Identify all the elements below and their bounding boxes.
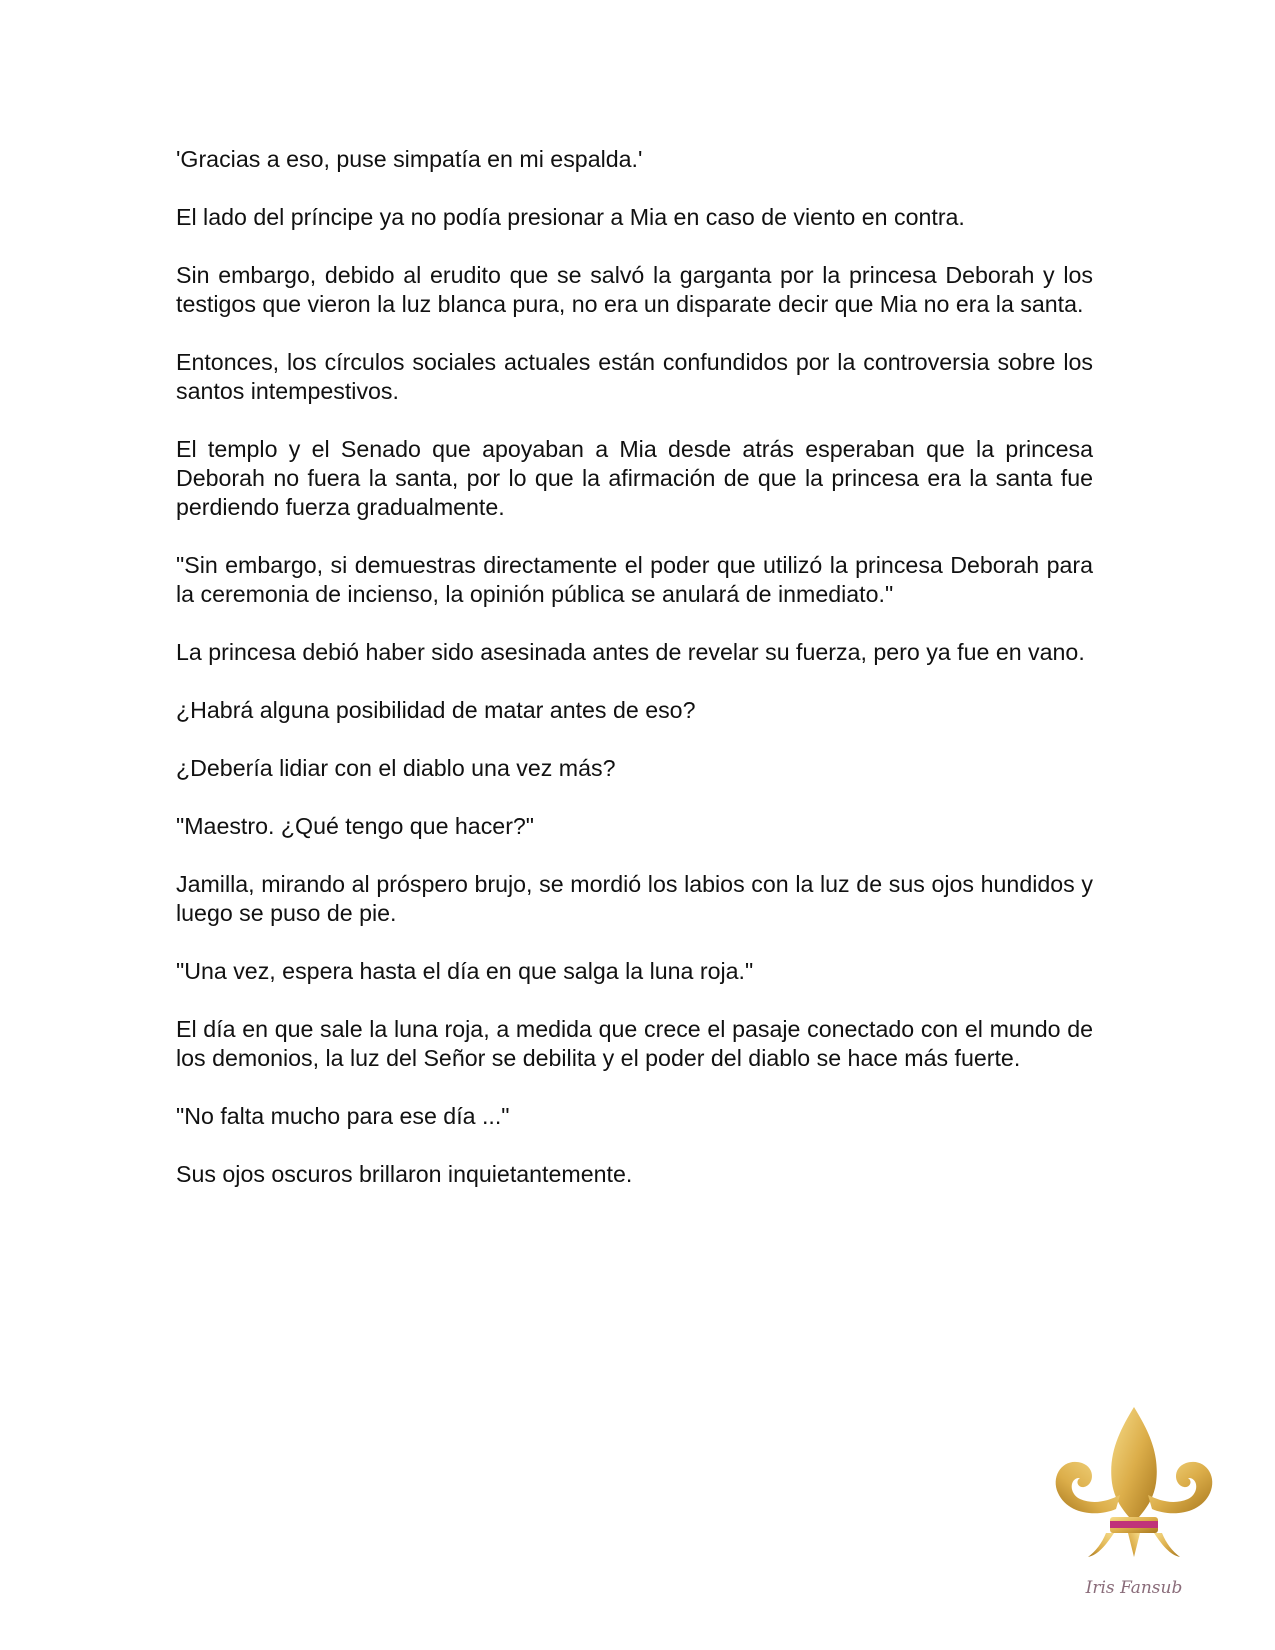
paragraph: 'Gracias a eso, puse simpatía en mi espalda.' — [176, 146, 643, 172]
watermark-logo — [1050, 1405, 1218, 1600]
paragraph: Sus ojos oscuros brillaron inquietantemente. — [176, 1161, 633, 1187]
paragraph: ¿Debería lidiar con el diablo una vez más? — [176, 755, 616, 781]
watermark-text: Iris Fansub — [1085, 1578, 1183, 1598]
document-body — [176, 145, 1100, 1218]
paragraph: Jamilla, mirando al próspero brujo, se mordió los labios con la luz de sus ojos hundidos y luego se puso de pie. — [176, 871, 1100, 926]
paragraph: ¿Habrá alguna posibilidad de matar antes de eso? — [176, 697, 696, 723]
paragraph: "Una vez, espera hasta el día en que salga la luna roja." — [176, 958, 754, 984]
paragraph: El día en que sale la luna roja, a medida que crece el pasaje conectado con el mundo de los demonios, la luz del Señor se debilita y el poder del diablo se hace más fuerte. — [176, 1016, 1100, 1071]
paragraph: Sin embargo, debido al erudito que se salvó la garganta por la princesa Deborah y los testigos que vieron la luz blanca pura, no era un disparate decir que Mia no era la santa. — [176, 262, 1100, 317]
paragraph: "No falta mucho para ese día ..." — [176, 1103, 510, 1129]
fleur-de-lis-icon — [1050, 1405, 1218, 1600]
paragraph: "Sin embargo, si demuestras directamente el poder que utilizó la princesa Deborah para la ceremonia de incienso, la opinión pública se anulará de inmediato." — [176, 552, 1100, 607]
paragraph: Entonces, los círculos sociales actuales están confundidos por la controversia sobre los santos intempestivos. — [176, 349, 1100, 404]
paragraph: El lado del príncipe ya no podía presionar a Mia en caso de viento en contra. — [176, 204, 965, 230]
paragraph: El templo y el Senado que apoyaban a Mia desde atrás esperaban que la princesa Deborah no fuera la santa, por lo que la afirmación de que la princesa era la santa fue perdiendo fuerza gradualmente. — [176, 436, 1100, 520]
paragraph: La princesa debió haber sido asesinada antes de revelar su fuerza, pero ya fue en vano. — [176, 639, 1085, 665]
paragraph: "Maestro. ¿Qué tengo que hacer?" — [176, 813, 535, 839]
